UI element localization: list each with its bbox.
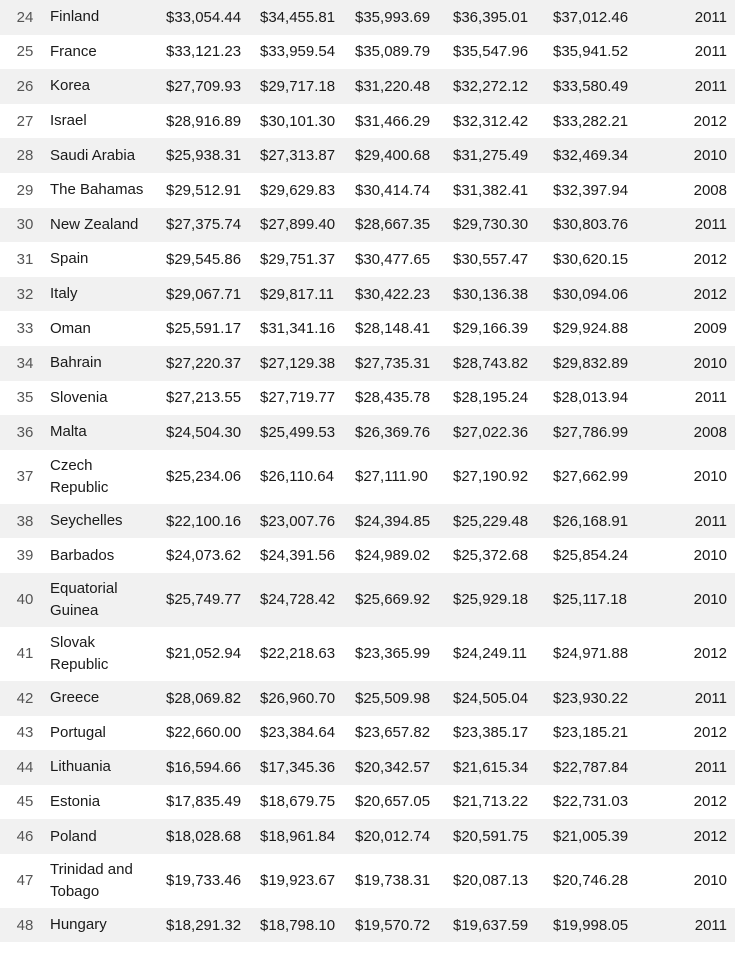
value-cell: $30,803.76 [545,208,645,243]
value-cell: $20,087.13 [453,872,529,890]
year-cell: 2010 [693,547,727,565]
value-cell: $24,505.04 [445,681,545,716]
value-cell: $18,291.32 [158,908,252,943]
value-cell: $33,959.54 [260,43,336,61]
year-cell: 2012 [693,793,727,811]
table-row [0,69,735,104]
table-row [0,35,735,70]
table-row [0,450,735,504]
year-cell: 2010 [645,346,735,381]
value-cell: $24,391.56 [260,547,336,565]
year-cell: 2012 [645,277,735,312]
value-cell: $29,817.11 [252,277,347,312]
country-cell: Seychelles [46,504,158,539]
value-cell: $37,012.46 [545,0,645,35]
rank-cell: 27 [16,112,34,130]
value-cell: $21,005.39 [545,819,645,854]
table-row [0,0,735,35]
rank-cell: 46 [0,819,46,854]
value-cell: $29,730.30 [445,208,545,243]
country-cell: Greece [46,681,158,716]
rank-cell: 38 [0,504,46,539]
value-cell: $26,960.70 [252,681,347,716]
value-cell: $27,719.77 [260,389,336,407]
year-cell: 2010 [645,138,735,173]
value-cell: $30,422.23 [347,277,445,312]
value-cell: $20,342.57 [347,750,445,785]
value-cell: $19,738.31 [355,872,431,890]
value-cell: $16,594.66 [158,750,252,785]
value-cell: $19,570.72 [347,908,445,943]
value-cell: $27,375.74 [158,208,252,243]
value-cell: $22,731.03 [553,793,629,811]
value-cell: $27,129.38 [252,346,347,381]
value-cell: $23,365.99 [355,645,431,663]
table-row [0,538,735,573]
year-cell: 2011 [694,43,727,61]
table-row [0,381,735,416]
value-cell: $29,832.89 [545,346,645,381]
country-cell: New Zealand [46,208,158,243]
value-cell: $20,591.75 [445,819,545,854]
year-cell: 2012 [693,112,727,130]
year-cell: 2012 [693,724,727,742]
table-row [0,908,735,943]
rank-cell: 48 [0,908,46,943]
year-cell: 2008 [645,415,735,450]
country-cell: Lithuania [46,750,158,785]
value-cell: $32,469.34 [545,138,645,173]
table-row [0,138,735,173]
value-cell: $22,660.00 [166,724,242,742]
value-cell: $31,220.48 [347,69,445,104]
country-cell: France [50,42,97,60]
value-cell: $21,615.34 [445,750,545,785]
value-cell: $35,993.69 [347,0,445,35]
value-cell: $35,547.96 [453,43,529,61]
value-cell: $24,989.02 [355,547,431,565]
value-cell: $19,998.05 [545,908,645,943]
table-row [0,681,735,716]
value-cell: $24,073.62 [166,547,242,565]
table-row [0,277,735,312]
value-cell: $19,923.67 [260,872,336,890]
value-cell: $27,213.55 [166,389,242,407]
country-cell: Estonia [50,792,101,810]
value-cell: $32,272.12 [445,69,545,104]
year-cell: 2008 [693,181,727,199]
country-cell: Trinidad and Tobago [50,860,133,900]
value-cell: $36,395.01 [445,0,545,35]
value-cell: $18,028.68 [158,819,252,854]
value-cell: $21,713.22 [453,793,529,811]
value-cell: $18,679.75 [260,793,336,811]
value-cell: $27,899.40 [252,208,347,243]
rank-cell: 37 [16,468,34,486]
table-row [0,785,735,820]
rank-cell: 29 [16,181,34,199]
value-cell: $27,786.99 [545,415,645,450]
value-cell: $29,512.91 [166,181,242,199]
table-row [0,242,735,277]
value-cell: $27,709.93 [158,69,252,104]
rank-cell: 35 [16,389,34,407]
value-cell: $35,089.79 [355,43,431,61]
value-cell: $25,117.18 [545,573,645,627]
year-cell: 2010 [693,468,727,486]
table-row [0,311,735,346]
rank-cell: 39 [16,547,34,565]
value-cell: $24,504.30 [158,415,252,450]
table-row [0,573,735,627]
year-cell: 2011 [645,0,735,35]
year-cell: 2011 [645,750,735,785]
value-cell: $32,397.94 [553,181,629,199]
value-cell: $28,916.89 [166,112,242,130]
value-cell: $32,312.42 [453,112,529,130]
year-cell: 2012 [645,819,735,854]
value-cell: $24,728.42 [252,573,347,627]
year-cell: 2012 [693,645,727,663]
rank-cell: 31 [16,250,34,268]
rank-cell: 44 [0,750,46,785]
value-cell: $17,835.49 [166,793,242,811]
year-cell: 2011 [645,681,735,716]
country-cell: Oman [50,319,91,337]
value-cell: $27,190.92 [453,468,529,486]
country-cell: Czech Republic [50,456,109,496]
value-cell: $30,557.47 [453,250,529,268]
value-cell: $33,282.21 [553,112,629,130]
table-row [0,854,735,908]
value-cell: $30,620.15 [553,250,629,268]
value-cell: $33,054.44 [158,0,252,35]
value-cell: $20,657.05 [355,793,431,811]
rank-cell: 24 [0,0,46,35]
country-cell: Equatorial Guinea [46,573,158,627]
table-row [0,415,735,450]
value-cell: $23,930.22 [545,681,645,716]
value-cell: $28,069.82 [158,681,252,716]
value-cell: $29,400.68 [347,138,445,173]
rank-cell: 33 [16,320,34,338]
year-cell: 2012 [693,250,727,268]
value-cell: $25,749.77 [158,573,252,627]
value-cell: $25,938.31 [158,138,252,173]
year-cell: 2011 [645,208,735,243]
value-cell: $30,101.30 [260,112,336,130]
value-cell: $35,941.52 [553,43,629,61]
value-cell: $25,854.24 [553,547,629,565]
value-cell: $29,751.37 [260,250,336,268]
rank-cell: 34 [0,346,46,381]
rank-cell: 42 [0,681,46,716]
value-cell: $31,275.49 [445,138,545,173]
value-cell: $23,657.82 [355,724,431,742]
country-cell: Spain [50,250,89,268]
value-cell: $29,629.83 [260,181,336,199]
value-cell: $27,220.37 [158,346,252,381]
rank-cell: 47 [16,872,34,890]
rank-cell: 36 [0,415,46,450]
value-cell: $23,007.76 [252,504,347,539]
year-cell: 2011 [694,389,727,407]
rank-cell: 28 [0,138,46,173]
year-cell: 2011 [645,504,735,539]
rank-cell: 32 [0,277,46,312]
country-cell: Bahrain [46,346,158,381]
country-cell: Hungary [46,908,158,943]
value-cell: $18,798.10 [252,908,347,943]
table-row [0,716,735,751]
value-cell: $31,382.41 [453,181,529,199]
value-cell: $27,111.90 [355,468,428,486]
table-row [0,627,735,681]
value-cell: $29,067.71 [158,277,252,312]
value-cell: $23,385.17 [453,724,529,742]
value-cell: $23,384.64 [260,724,336,742]
value-cell: $25,929.18 [445,573,545,627]
value-cell: $20,012.74 [347,819,445,854]
country-cell: Korea [46,69,158,104]
country-cell: Italy [46,277,158,312]
value-cell: $27,735.31 [347,346,445,381]
year-cell: 2011 [645,908,735,943]
value-cell: $28,743.82 [445,346,545,381]
table-row [0,208,735,243]
table-row [0,819,735,854]
value-cell: $19,637.59 [445,908,545,943]
value-cell: $22,100.16 [158,504,252,539]
value-cell: $31,341.16 [260,320,336,338]
value-cell: $30,136.38 [445,277,545,312]
value-cell: $30,414.74 [355,181,431,199]
table-row [0,504,735,539]
value-cell: $33,580.49 [545,69,645,104]
value-cell: $25,509.98 [347,681,445,716]
country-cell: Malta [46,415,158,450]
country-cell: Poland [46,819,158,854]
value-cell: $19,733.46 [166,872,242,890]
year-cell: 2009 [693,320,727,338]
value-cell: $17,345.36 [252,750,347,785]
year-cell: 2010 [645,573,735,627]
year-cell: 2010 [693,872,727,890]
table-row [0,346,735,381]
value-cell: $29,166.39 [453,320,529,338]
value-cell: $28,148.41 [355,320,431,338]
value-cell: $24,394.85 [347,504,445,539]
year-cell: 2011 [645,69,735,104]
rank-cell: 40 [0,573,46,627]
value-cell: $21,052.94 [166,645,242,663]
value-cell: $28,195.24 [453,389,529,407]
value-cell: $28,435.78 [355,389,431,407]
country-cell: Portugal [50,723,106,741]
value-cell: $23,185.21 [553,724,629,742]
value-cell: $29,717.18 [252,69,347,104]
table-row [0,173,735,208]
rank-cell: 45 [16,793,34,811]
value-cell: $26,110.64 [260,468,334,486]
table-row [0,750,735,785]
value-cell: $27,662.99 [553,468,629,486]
value-cell: $28,013.94 [553,389,629,407]
country-cell: Slovak Republic [50,633,109,673]
country-cell: Israel [50,112,87,130]
rank-cell: 30 [0,208,46,243]
value-cell: $26,168.91 [545,504,645,539]
value-cell: $29,545.86 [166,250,242,268]
value-cell: $25,591.17 [166,320,242,338]
value-cell: $25,372.68 [453,547,529,565]
value-cell: $24,249.11 [453,645,527,663]
rank-cell: 41 [16,645,34,663]
rank-cell: 25 [16,43,34,61]
value-cell: $33,121.23 [166,43,242,61]
country-cell: Finland [46,0,158,35]
value-cell: $28,667.35 [347,208,445,243]
value-cell: $31,466.29 [355,112,431,130]
value-cell: $25,234.06 [166,468,242,486]
value-cell: $22,218.63 [260,645,336,663]
value-cell: $18,961.84 [252,819,347,854]
country-cell: Slovenia [50,388,108,406]
country-cell: Saudi Arabia [46,138,158,173]
value-cell: $34,455.81 [252,0,347,35]
rank-cell: 26 [0,69,46,104]
country-cell: The Bahamas [50,181,144,199]
value-cell: $27,022.36 [445,415,545,450]
value-cell: $25,229.48 [445,504,545,539]
value-cell: $25,499.53 [252,415,347,450]
value-cell: $20,746.28 [553,872,629,890]
value-cell: $29,924.88 [553,320,629,338]
value-cell: $27,313.87 [252,138,347,173]
value-cell: $24,971.88 [553,645,629,663]
country-cell: Barbados [50,546,115,564]
value-cell: $22,787.84 [545,750,645,785]
value-cell: $30,477.65 [355,250,431,268]
value-cell: $25,669.92 [347,573,445,627]
rank-cell: 43 [16,724,34,742]
value-cell: $26,369.76 [347,415,445,450]
value-cell: $30,094.06 [545,277,645,312]
table-row [0,104,735,139]
